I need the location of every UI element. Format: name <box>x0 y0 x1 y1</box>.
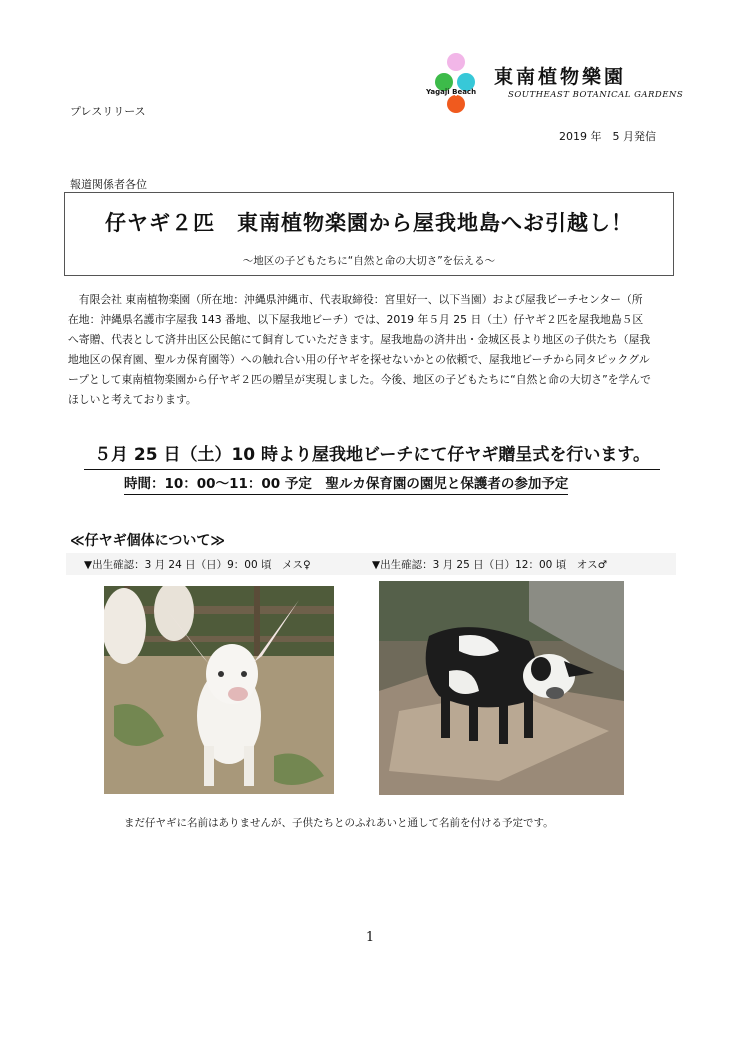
body-paragraph <box>68 290 676 410</box>
event-time: 時間：10：00～11：00 予定 聖ルカ保育園の園児と保護者の参加予定 <box>124 472 568 495</box>
page-subtitle: ～地区の子どもたちに“自然と命の大切さ”を伝える～ <box>242 255 496 267</box>
body-line: へ寄贈、代表として済井出区公民館にて飼育していただきます。屋我地島の済井出・金城区長より地区の子供たち（屋我 <box>68 333 651 346</box>
goat-section-title: ≪仔ヤギ個体について≫ <box>70 533 226 549</box>
page-title: 仔ヤギ２匹 東南植物楽園から屋我地島へお引越し！ <box>105 211 633 235</box>
male-goat-photo <box>379 581 624 795</box>
addressee: 報道関係者各位 <box>70 178 147 191</box>
title-box <box>64 192 674 276</box>
page-number: 1 <box>365 930 375 945</box>
event-headline: ５月 25 日（土）10 時より屋我地ビーチにて仔ヤギ贈呈式を行います。 <box>84 440 660 470</box>
male-birth-info: ▼出生確認：3 月 25 日（日）12：00 頃 オス♂ <box>372 559 607 571</box>
logo-mark-icon <box>432 50 492 118</box>
goat-caption: まだ仔ヤギに名前はありませんが、子供たちとのふれあいと通して名前を付ける予定です。 <box>124 817 554 829</box>
body-line: 有限会社 東南植物楽園（所在地：沖縄県沖縄市、代表取締役：宮里好一、以下当園）および屋我ビーチセンター（所 <box>68 293 643 306</box>
body-line: ほしいと考えております。 <box>68 393 197 406</box>
logo-title: 東南植物樂園 <box>494 66 627 88</box>
body-line: 在地：沖縄県名護市字屋我 143 番地、以下屋我地ビーチ）では、2019 年５月 25 日（土）仔ヤギ２匹を屋我地島５区 <box>68 313 644 326</box>
press-release-label: プレスリリース <box>70 105 146 118</box>
female-goat-photo <box>104 586 334 794</box>
logo <box>426 50 684 120</box>
issue-date: 2019 年 5 月発信 <box>559 130 656 143</box>
body-line: ープとして東南植物楽園から仔ヤギ２匹の贈呈が実現しました。今後、地区の子どもたちに“自然と命の大切さ”を学んで <box>68 373 651 386</box>
logo-mark-text: Yagaji Beach <box>426 88 477 96</box>
female-birth-info: ▼出生確認：3 月 24 日（日）9：00 頃 メス♀ <box>84 559 311 571</box>
body-line: 地地区の保育園、聖ルカ保育園等）への触れ合い用の仔ヤギを探せないかとの依頼で、屋我地ビーチから同タピックグル <box>68 353 650 366</box>
logo-subtitle: SOUTHEAST BOTANICAL GARDENS <box>508 90 684 100</box>
